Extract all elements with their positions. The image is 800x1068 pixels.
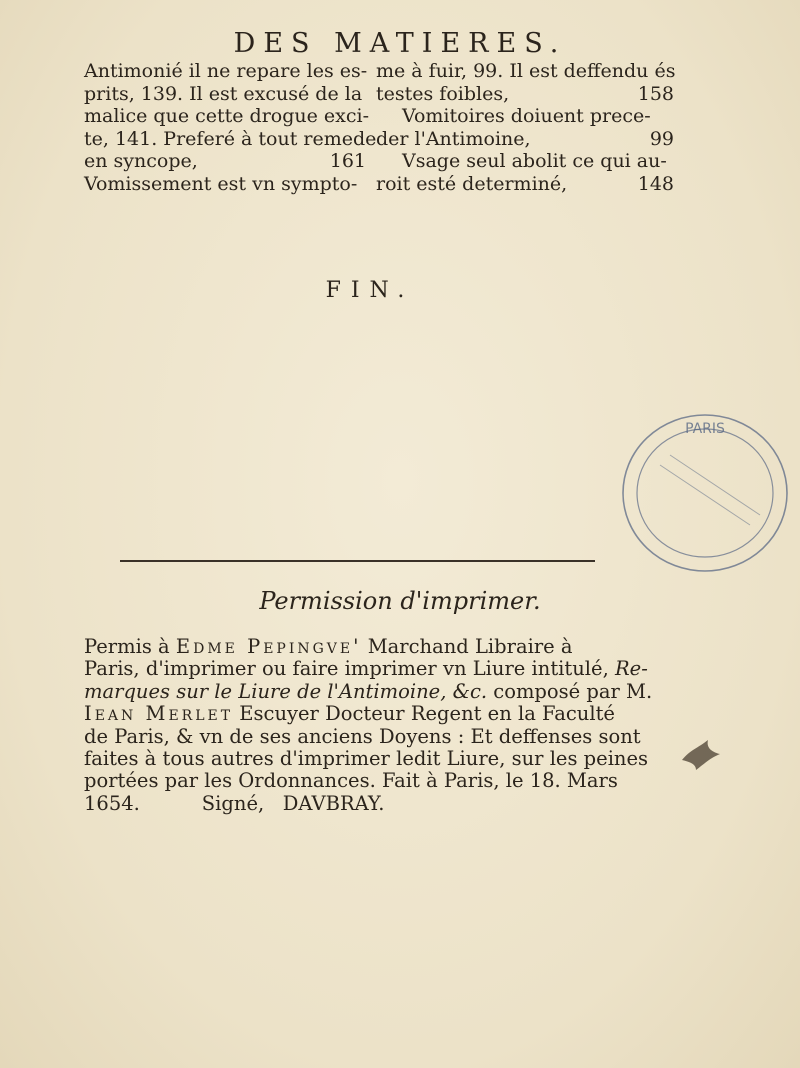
- index-entry-line: [376, 150, 674, 173]
- ornament-icon: [678, 730, 724, 774]
- permission-text: Re-: [614, 657, 648, 681]
- permission-line: [84, 770, 660, 792]
- index-entry-text: Vomissement est vn sympto-: [84, 172, 358, 195]
- index-entry-text: te, 141. Preferé à tout remede: [84, 127, 377, 150]
- permission-line: [84, 726, 660, 748]
- index-entry-line: [84, 127, 377, 151]
- permission-text: Marchand Libraire à: [361, 635, 573, 658]
- index-entry-line: [376, 105, 674, 128]
- index-entry-text: testes foibles,: [376, 82, 510, 105]
- permission-text: de Paris, & vn de ses anciens Doyens : Et deffenses sont: [84, 724, 641, 748]
- index-entry-text: prits, 139. Il est excusé de la: [84, 82, 363, 105]
- permission-line: [84, 681, 660, 703]
- index-page-number: 161: [329, 150, 366, 173]
- index-entry-text: en syncope,: [84, 150, 198, 173]
- permission-text: faites à tous autres d'imprimer ledit Liure, sur les peines: [84, 747, 649, 771]
- index-entry-text: der l'Antimoine,: [376, 127, 531, 150]
- permission-text: 1654. Signé, DAVBRAY.: [84, 791, 385, 815]
- permission-line: [84, 636, 660, 658]
- index-entry-line: [376, 60, 674, 83]
- index-column-right: [376, 60, 674, 196]
- index-column-left: [84, 60, 377, 196]
- permission-text: Iean Merlet: [84, 702, 234, 726]
- index-page-number: 148: [637, 172, 674, 195]
- permission-body: [84, 636, 660, 815]
- index-entry-text: Antimonié il ne repare les es-: [84, 60, 368, 82]
- permission-title: Permission d'imprimer.: [259, 587, 541, 615]
- permission-text: Paris, d'imprimer ou faire imprimer vn Liure intitulé,: [84, 657, 615, 681]
- index-entry-line: [376, 128, 674, 151]
- permission-text: Permis à: [84, 635, 176, 658]
- index-entry-text: me à fuir, 99. Il est deffendu és: [376, 60, 676, 82]
- index-entry-text: Vsage seul abolit ce qui au-: [402, 150, 667, 173]
- section-rule: [120, 560, 595, 562]
- library-stamp: [610, 405, 800, 585]
- index-entry-line: [84, 150, 366, 173]
- index-entry-text: Vomitoires doiuent prece-: [402, 105, 651, 128]
- permission-text: Edme Pepingve': [175, 635, 362, 658]
- index-entry-line: [376, 83, 674, 106]
- permission-text: composé par M.: [487, 679, 653, 703]
- index-entry-line: [84, 83, 366, 106]
- index-entry-text: malice que cette drogue exci-: [84, 105, 370, 128]
- index-entry-line: [84, 173, 366, 196]
- permission-text: marques sur le Liure de l'Antimoine, &c.: [84, 679, 488, 703]
- index-page-number: 158: [637, 82, 674, 105]
- index-entry-line: [376, 173, 674, 196]
- permission-line: [84, 793, 660, 815]
- index-entry-text: roit esté determiné,: [376, 172, 568, 195]
- index-entry-line: [84, 105, 370, 128]
- stamp-text: PARIS: [685, 421, 725, 437]
- index-entry-line: [84, 60, 366, 83]
- permission-line: [84, 748, 660, 770]
- permission-text: Escuyer Docteur Regent en la Faculté: [233, 702, 615, 726]
- index-page-number: 99: [649, 127, 674, 150]
- fin-mark: FIN.: [325, 278, 415, 303]
- permission-line: [84, 703, 660, 725]
- permission-text: portées par les Ordonnances. Fait à Paris, le 18. Mars: [84, 769, 618, 793]
- permission-line: [84, 658, 660, 680]
- running-head: DES MATIERES.: [233, 28, 567, 59]
